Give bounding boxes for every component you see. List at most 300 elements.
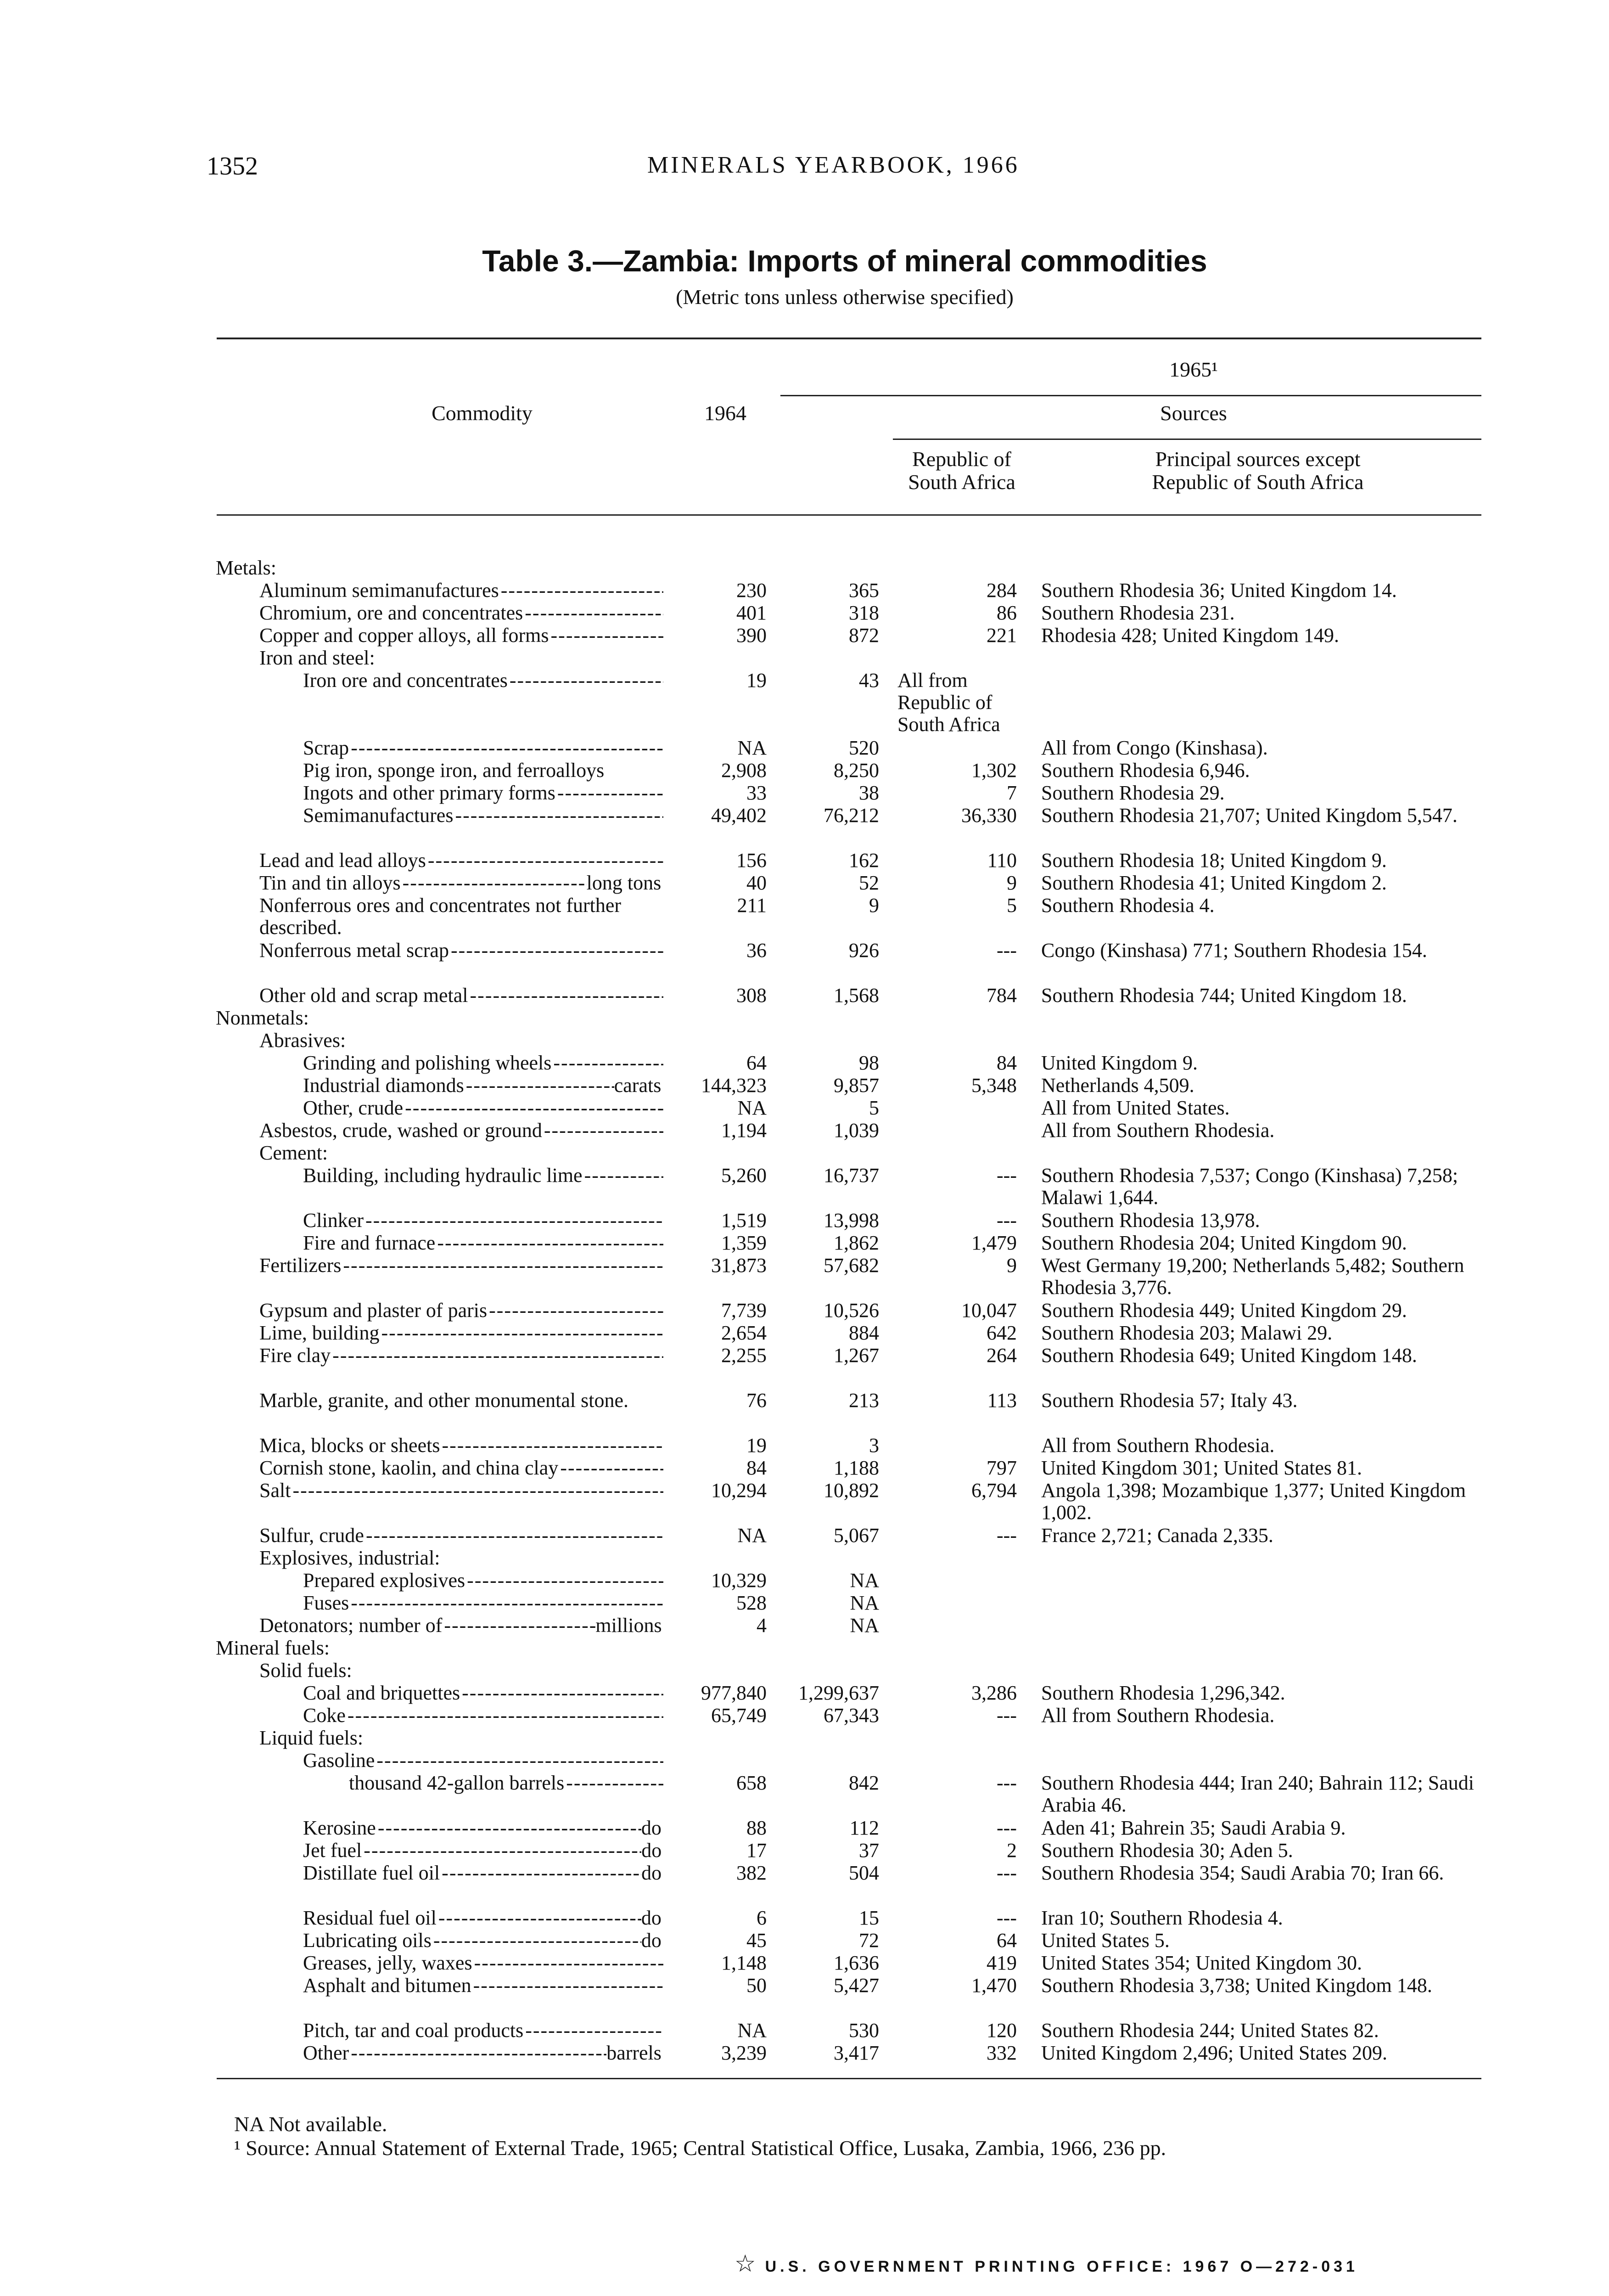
dot-leader [381, 1322, 663, 1344]
dot-leader [364, 1840, 641, 1862]
table-row [0, 1030, 1609, 1052]
commodity-label: Cornish stone, kaolin, and china clay----- [259, 1457, 668, 1479]
dot-leader [501, 580, 663, 602]
value-1965: 1,267 [834, 1344, 879, 1367]
principal-sources: Iran 10; Southern Rhodesia 4. [1041, 1907, 1283, 1929]
principal-sources: Southern Rhodesia 649; United Kingdom 148. [1041, 1344, 1417, 1367]
value-1965: NA [850, 1592, 879, 1614]
value-south-africa: --- [997, 1704, 1017, 1727]
commodity-label: Gasoline----- [303, 1750, 668, 1772]
running-title: MINERALS YEARBOOK, 1966 [647, 152, 1020, 178]
value-1965: 13,998 [824, 1209, 879, 1232]
commodity-label: Other old and scrap metal----- [259, 985, 668, 1007]
commodity-label: Aluminum semimanufactures----- [259, 580, 668, 602]
value-1964: 144,323 [701, 1074, 767, 1097]
dot-leader [437, 1232, 663, 1254]
value-1965: 926 [849, 939, 879, 962]
table-row [0, 737, 1609, 760]
value-1965: 76,212 [824, 804, 879, 827]
table-row [0, 1007, 1609, 1030]
value-south-africa: 9 [1007, 872, 1017, 894]
value-1964: 33 [746, 782, 767, 804]
value-1964: 31,873 [711, 1254, 767, 1277]
value-south-africa: 3,286 [971, 1682, 1017, 1704]
principal-sources: Southern Rhodesia 1,296,342. [1041, 1682, 1285, 1704]
table-row [0, 2042, 1609, 2065]
principal-sources: France 2,721; Canada 2,335. [1041, 1524, 1273, 1547]
commodity-label: Salt----- [259, 1480, 668, 1502]
commodity-label: Asphalt and bitumen----- [303, 1975, 668, 1997]
dot-leader [351, 737, 663, 759]
unit-label: long tons [587, 872, 663, 894]
principal-sources: All from Congo (Kinshasa). [1041, 737, 1268, 759]
value-1965: 1,299,637 [798, 1682, 879, 1704]
table-row [0, 1840, 1609, 1862]
value-south-africa: 1,302 [971, 759, 1017, 782]
commodity-label: Coke----- [303, 1705, 668, 1727]
value-south-africa: --- [997, 939, 1017, 962]
value-south-africa: 2 [1007, 1839, 1017, 1862]
value-1964: 390 [736, 624, 767, 647]
value-1964: NA [737, 2019, 767, 2042]
value-1965: 43 [859, 669, 879, 692]
commodity-label: Fertilizers----- [259, 1255, 668, 1277]
value-1964: 49,402 [711, 804, 767, 827]
dot-leader [467, 1570, 663, 1592]
header-1965: 1965¹ [1169, 358, 1218, 381]
dot-leader [433, 1930, 641, 1952]
value-1964: 2,654 [721, 1322, 767, 1344]
value-1965: 520 [849, 737, 879, 759]
table-row [0, 1052, 1609, 1075]
commodity-label: Jet fuel----- do [303, 1840, 668, 1862]
table-bottom-rule [217, 2078, 1481, 2079]
value-south-africa: 120 [987, 2019, 1017, 2042]
table-row [0, 557, 1609, 580]
table-row [0, 1615, 1609, 1637]
dot-leader [470, 985, 663, 1007]
value-1964: 1,148 [721, 1952, 767, 1974]
value-south-africa: 332 [987, 2042, 1017, 2064]
value-1965: 1,039 [834, 1119, 879, 1142]
commodity-label: Semimanufactures----- [303, 805, 668, 827]
table-row [0, 1660, 1609, 1682]
value-south-africa: --- [997, 1164, 1017, 1187]
value-1964: 230 [736, 579, 767, 602]
dot-leader [451, 940, 663, 962]
value-1964: 401 [736, 602, 767, 624]
table-row [0, 895, 1609, 940]
value-1965: 9,857 [834, 1074, 879, 1097]
principal-sources: Netherlands 4,509. [1041, 1074, 1194, 1097]
commodity-label: Fire clay----- [259, 1345, 668, 1367]
star-icon: ☆ [734, 2251, 756, 2277]
table-row [0, 580, 1609, 602]
value-south-africa: 10,047 [961, 1299, 1017, 1322]
table-row [0, 1705, 1609, 1727]
commodity-label: Liquid fuels: [259, 1727, 668, 1749]
value-1964: NA [737, 737, 767, 759]
commodity-label: Copper and copper alloys, all forms----- [259, 625, 668, 647]
dot-leader [584, 1165, 663, 1187]
value-south-africa: --- [997, 1862, 1017, 1884]
header-commodity: Commodity [432, 401, 533, 425]
principal-sources: Southern Rhodesia 41; United Kingdom 2. [1041, 872, 1387, 894]
unit-label: millions [595, 1614, 663, 1637]
principal-sources: Southern Rhodesia 13,978. [1041, 1209, 1260, 1232]
principal-sources: Southern Rhodesia 449; United Kingdom 29. [1041, 1299, 1407, 1322]
commodity-label: Iron ore and concentrates----- [303, 670, 668, 692]
value-1964: 17 [746, 1839, 767, 1862]
value-1965: 98 [859, 1052, 879, 1074]
header-rsa: Republic of South Africa [908, 447, 1015, 494]
value-1964: 65,749 [711, 1704, 767, 1727]
value-south-africa: 36,330 [961, 804, 1017, 827]
principal-sources: Southern Rhodesia 354; Saudi Arabia 70; Iran 66. [1041, 1862, 1444, 1884]
commodity-label: Lead and lead alloys----- [259, 850, 668, 872]
commodity-label: Asbestos, crude, washed or ground----- [259, 1120, 668, 1142]
value-1964: 10,294 [711, 1479, 767, 1502]
table-row [0, 1120, 1609, 1142]
commodity-label: Cement: [259, 1142, 668, 1164]
value-1964: 7,739 [721, 1299, 767, 1322]
table-row [0, 1345, 1609, 1390]
value-1964: 19 [746, 1434, 767, 1457]
principal-sources: Southern Rhodesia 30; Aden 5. [1041, 1839, 1293, 1862]
value-1965: 5,427 [834, 1974, 879, 1997]
principal-sources: Southern Rhodesia 7,537; Congo (Kinshasa) 7,258; Malawi 1,644. [1041, 1164, 1458, 1209]
value-1964: 88 [746, 1817, 767, 1839]
commodity-label: Ingots and other primary forms----- [303, 782, 668, 804]
dot-leader [351, 1592, 663, 1614]
principal-sources: Southern Rhodesia 204; United Kingdom 90. [1041, 1232, 1407, 1254]
dot-leader [405, 1097, 663, 1119]
dot-leader [292, 1480, 663, 1502]
commodity-label: Other----- barrels [303, 2042, 668, 2064]
table-row [0, 1255, 1609, 1300]
table-row [0, 985, 1609, 1007]
commodity-label: Scrap----- [303, 737, 668, 759]
table-row [0, 1682, 1609, 1705]
commodity-label: Coal and briquettes----- [303, 1682, 668, 1704]
value-1964: 84 [746, 1457, 767, 1479]
commodity-label: Abrasives: [259, 1030, 668, 1052]
table-row [0, 1390, 1609, 1435]
commodity-label: Fire and furnace----- [303, 1232, 668, 1254]
value-south-africa: 6,794 [971, 1479, 1017, 1502]
value-1964: 50 [746, 1974, 767, 1997]
value-1964: 658 [736, 1772, 767, 1794]
dot-leader [525, 602, 663, 624]
unit-label: do [641, 1929, 663, 1952]
table-row [0, 1165, 1609, 1210]
value-1964: 10,329 [711, 1569, 767, 1592]
dot-leader [442, 1435, 663, 1457]
commodity-label: Metals: [216, 557, 668, 579]
principal-sources: Southern Rhodesia 4. [1041, 894, 1215, 917]
value-1965: 884 [849, 1322, 879, 1344]
value-1965: 5,067 [834, 1524, 879, 1547]
value-south-africa: 284 [987, 579, 1017, 602]
unit-label: do [641, 1817, 663, 1839]
table-row [0, 1232, 1609, 1255]
commodity-label: Chromium, ore and concentrates----- [259, 602, 668, 624]
principal-sources: Southern Rhodesia 3,738; United Kingdom 148. [1041, 1974, 1432, 1997]
header-sources-rule [893, 439, 1481, 440]
value-1965: 15 [859, 1907, 879, 1929]
dot-leader [510, 670, 663, 692]
table-row [0, 805, 1609, 850]
value-1964: NA [737, 1097, 767, 1119]
dot-leader [560, 1457, 663, 1479]
value-1965: 72 [859, 1929, 879, 1952]
commodity-label: Residual fuel oil----- do [303, 1907, 668, 1929]
value-south-africa: 221 [987, 624, 1017, 647]
value-1964: 4 [757, 1614, 767, 1637]
table-top-rule [217, 338, 1481, 339]
table-row [0, 1727, 1609, 1750]
value-1965: 365 [849, 579, 879, 602]
dot-leader [343, 1255, 663, 1277]
dot-leader [553, 1052, 663, 1074]
table-row [0, 1952, 1609, 1975]
principal-sources: Southern Rhodesia 231. [1041, 602, 1235, 624]
value-1965: NA [850, 1569, 879, 1592]
table-row [0, 1570, 1609, 1592]
principal-sources: Southern Rhodesia 744; United Kingdom 18. [1041, 984, 1407, 1007]
commodity-label: Iron and steel: [259, 647, 668, 669]
value-1965: 112 [849, 1817, 879, 1839]
value-1965: 842 [849, 1772, 879, 1794]
value-south-africa: --- [997, 1524, 1017, 1547]
table-row [0, 1525, 1609, 1547]
table-row [0, 1210, 1609, 1232]
value-south-africa: All from Republic of South Africa [897, 669, 1000, 736]
principal-sources: Southern Rhodesia 444; Iran 240; Bahrain 112; Saudi Arabia 46. [1041, 1772, 1474, 1816]
commodity-label: Fuses----- [303, 1592, 668, 1614]
value-south-africa: --- [997, 1907, 1017, 1929]
value-south-africa: 1,470 [971, 1974, 1017, 1997]
commodity-label: Lime, building----- [259, 1322, 668, 1344]
table-row [0, 782, 1609, 805]
table-row [0, 1457, 1609, 1480]
table-row [0, 940, 1609, 985]
value-1965: 8,250 [834, 759, 879, 782]
value-1964: NA [737, 1524, 767, 1547]
unit-label: carats [614, 1074, 663, 1097]
principal-sources: Southern Rhodesia 6,946. [1041, 759, 1250, 782]
value-south-africa: 113 [987, 1389, 1017, 1412]
value-1965: 37 [859, 1839, 879, 1862]
dot-leader [348, 1705, 663, 1727]
principal-sources: Southern Rhodesia 244; United States 82. [1041, 2019, 1379, 2042]
value-1965: 1,862 [834, 1232, 879, 1254]
value-1965: 52 [859, 872, 879, 894]
value-south-africa: 797 [987, 1457, 1017, 1479]
principal-sources: Southern Rhodesia 36; United Kingdom 14. [1041, 579, 1397, 602]
value-south-africa: 264 [987, 1344, 1017, 1367]
value-south-africa: 9 [1007, 1254, 1017, 1277]
principal-sources: All from Southern Rhodesia. [1041, 1434, 1275, 1457]
principal-sources: Southern Rhodesia 29. [1041, 782, 1225, 804]
value-1964: 5,260 [721, 1164, 767, 1187]
table-row [0, 1862, 1609, 1907]
value-1964: 19 [746, 669, 767, 692]
dot-leader [376, 1750, 663, 1772]
dot-leader [551, 625, 663, 647]
value-1964: 1,359 [721, 1232, 767, 1254]
value-1964: 1,519 [721, 1209, 767, 1232]
footnote-source: ¹ Source: Annual Statement of External Trade, 1965; Central Statistical Office, Lusaka, Zambia, 1966, 236 pp. [234, 2136, 1166, 2160]
commodity-label: Nonferrous ores and concentrates not further described. [259, 894, 622, 939]
commodity-label: Pitch, tar and coal products----- [303, 2020, 668, 2042]
commodity-label: Mica, blocks or sheets----- [259, 1435, 668, 1457]
table-row [0, 2020, 1609, 2042]
table-row [0, 850, 1609, 872]
commodity-label: Tin and tin alloys----- long tons [259, 872, 668, 894]
principal-sources: Southern Rhodesia 18; United Kingdom 9. [1041, 849, 1387, 872]
value-south-africa: 419 [987, 1952, 1017, 1974]
footnote-na: NA Not available. [234, 2112, 387, 2136]
principal-sources: United States 5. [1041, 1929, 1170, 1952]
commodity-label: Industrial diamonds----- carats [303, 1075, 668, 1097]
dot-leader [403, 872, 587, 894]
principal-sources: Aden 41; Bahrein 35; Saudi Arabia 9. [1041, 1817, 1346, 1839]
commodity-label: Lubricating oils----- do [303, 1930, 668, 1952]
table-row [0, 1592, 1609, 1615]
principal-sources: Rhodesia 428; United Kingdom 149. [1041, 624, 1339, 647]
principal-sources: Southern Rhodesia 57; Italy 43. [1041, 1389, 1298, 1412]
dot-leader [444, 1615, 595, 1637]
value-1964: 76 [746, 1389, 767, 1412]
value-south-africa: --- [997, 1209, 1017, 1232]
unit-label: barrels [606, 2042, 663, 2064]
commodity-label: Solid fuels: [259, 1660, 668, 1682]
dot-leader [525, 2020, 663, 2042]
table-row [0, 670, 1609, 737]
principal-sources: Southern Rhodesia 21,707; United Kingdom 5,547. [1041, 804, 1458, 827]
value-south-africa: 110 [987, 849, 1017, 872]
dot-leader [474, 1952, 663, 1974]
commodity-label: Detonators; number of----- millions [259, 1615, 668, 1637]
table-row [0, 1547, 1609, 1570]
value-1964: 977,840 [701, 1682, 767, 1704]
table-body [0, 557, 1609, 2065]
dot-leader [442, 1862, 641, 1884]
table-row [0, 1097, 1609, 1120]
principal-sources: United Kingdom 2,496; United States 209. [1041, 2042, 1388, 2064]
commodity-label: Building, including hydraulic lime----- [303, 1165, 668, 1187]
dot-leader [473, 1975, 663, 1997]
commodity-label: Clinker----- [303, 1210, 668, 1232]
dot-leader [566, 1772, 663, 1794]
dot-leader [544, 1120, 663, 1142]
principal-sources: All from United States. [1041, 1097, 1230, 1119]
page-header [207, 152, 1483, 188]
value-1965: 1,636 [834, 1952, 879, 1974]
principal-sources: Congo (Kinshasa) 771; Southern Rhodesia 154. [1041, 939, 1427, 962]
table-row [0, 1300, 1609, 1322]
commodity-label: Gypsum and plaster of paris----- [259, 1300, 668, 1322]
table-row [0, 1772, 1609, 1817]
dot-leader [466, 1075, 614, 1097]
principal-sources: United Kingdom 9. [1041, 1052, 1198, 1074]
header-sources: Sources [1160, 401, 1227, 425]
value-1965: 5 [869, 1097, 879, 1119]
value-1965: NA [850, 1614, 879, 1637]
commodity-label: Marble, granite, and other monumental stone. [259, 1390, 668, 1412]
page-number: 1352 [207, 152, 258, 180]
principal-sources: Southern Rhodesia 203; Malawi 29. [1041, 1322, 1333, 1344]
value-south-africa: 5 [1007, 894, 1017, 917]
principal-sources: United Kingdom 301; United States 81. [1041, 1457, 1362, 1479]
value-1965: 3,417 [834, 2042, 879, 2064]
commodity-label: Greases, jelly, waxes----- [303, 1952, 668, 1974]
value-1964: 156 [736, 849, 767, 872]
principal-sources: United States 354; United Kingdom 30. [1041, 1952, 1362, 1974]
value-1964: 45 [746, 1929, 767, 1952]
commodity-label: Prepared explosives----- [303, 1570, 668, 1592]
dot-leader [557, 782, 663, 804]
value-south-africa: 84 [997, 1052, 1017, 1074]
value-south-africa: 7 [1007, 782, 1017, 804]
value-1965: 57,682 [824, 1254, 879, 1277]
value-1965: 38 [859, 782, 879, 804]
dot-leader [455, 805, 663, 827]
dot-leader [378, 1817, 641, 1839]
table-row [0, 602, 1609, 625]
commodity-label: Mineral fuels: [216, 1637, 668, 1659]
commodity-label: Explosives, industrial: [259, 1547, 668, 1569]
principal-sources: All from Southern Rhodesia. [1041, 1119, 1275, 1142]
table-row [0, 760, 1609, 782]
table-row [0, 625, 1609, 647]
commodity-label: thousand 42-gallon barrels----- [349, 1772, 668, 1794]
value-1965: 1,568 [834, 984, 879, 1007]
printer-line [734, 2250, 1358, 2278]
dot-leader [332, 1345, 663, 1367]
table-row [0, 1435, 1609, 1457]
table-row [0, 1975, 1609, 2020]
dot-leader [365, 1210, 663, 1232]
principal-sources: Angola 1,398; Mozambique 1,377; United Kingdom 1,002. [1041, 1479, 1466, 1524]
value-1964: 2,255 [721, 1344, 767, 1367]
dot-leader [351, 2042, 606, 2064]
value-1965: 16,737 [824, 1164, 879, 1187]
value-1964: 1,194 [721, 1119, 767, 1142]
value-1964: 64 [746, 1052, 767, 1074]
commodity-label: Sulfur, crude----- [259, 1525, 668, 1547]
value-1965: 162 [849, 849, 879, 872]
value-1964: 382 [736, 1862, 767, 1884]
table-title: Table 3.—Zambia: Imports of mineral commodities [482, 244, 1207, 278]
value-south-africa: 784 [987, 984, 1017, 1007]
dot-leader [438, 1907, 641, 1929]
principal-sources: West Germany 19,200; Netherlands 5,482; Southern Rhodesia 3,776. [1041, 1254, 1464, 1299]
table-row [0, 1930, 1609, 1952]
value-south-africa: 5,348 [971, 1074, 1017, 1097]
commodity-label: Pig iron, sponge iron, and ferroalloys [303, 760, 668, 782]
value-south-africa: 64 [997, 1929, 1017, 1952]
table-row [0, 1142, 1609, 1165]
value-1965: 530 [849, 2019, 879, 2042]
value-south-africa: --- [997, 1772, 1017, 1794]
commodity-label: Nonmetals: [216, 1007, 668, 1029]
value-1964: 528 [736, 1592, 767, 1614]
table-row [0, 1480, 1609, 1525]
value-1964: 36 [746, 939, 767, 962]
table-row [0, 1907, 1609, 1930]
